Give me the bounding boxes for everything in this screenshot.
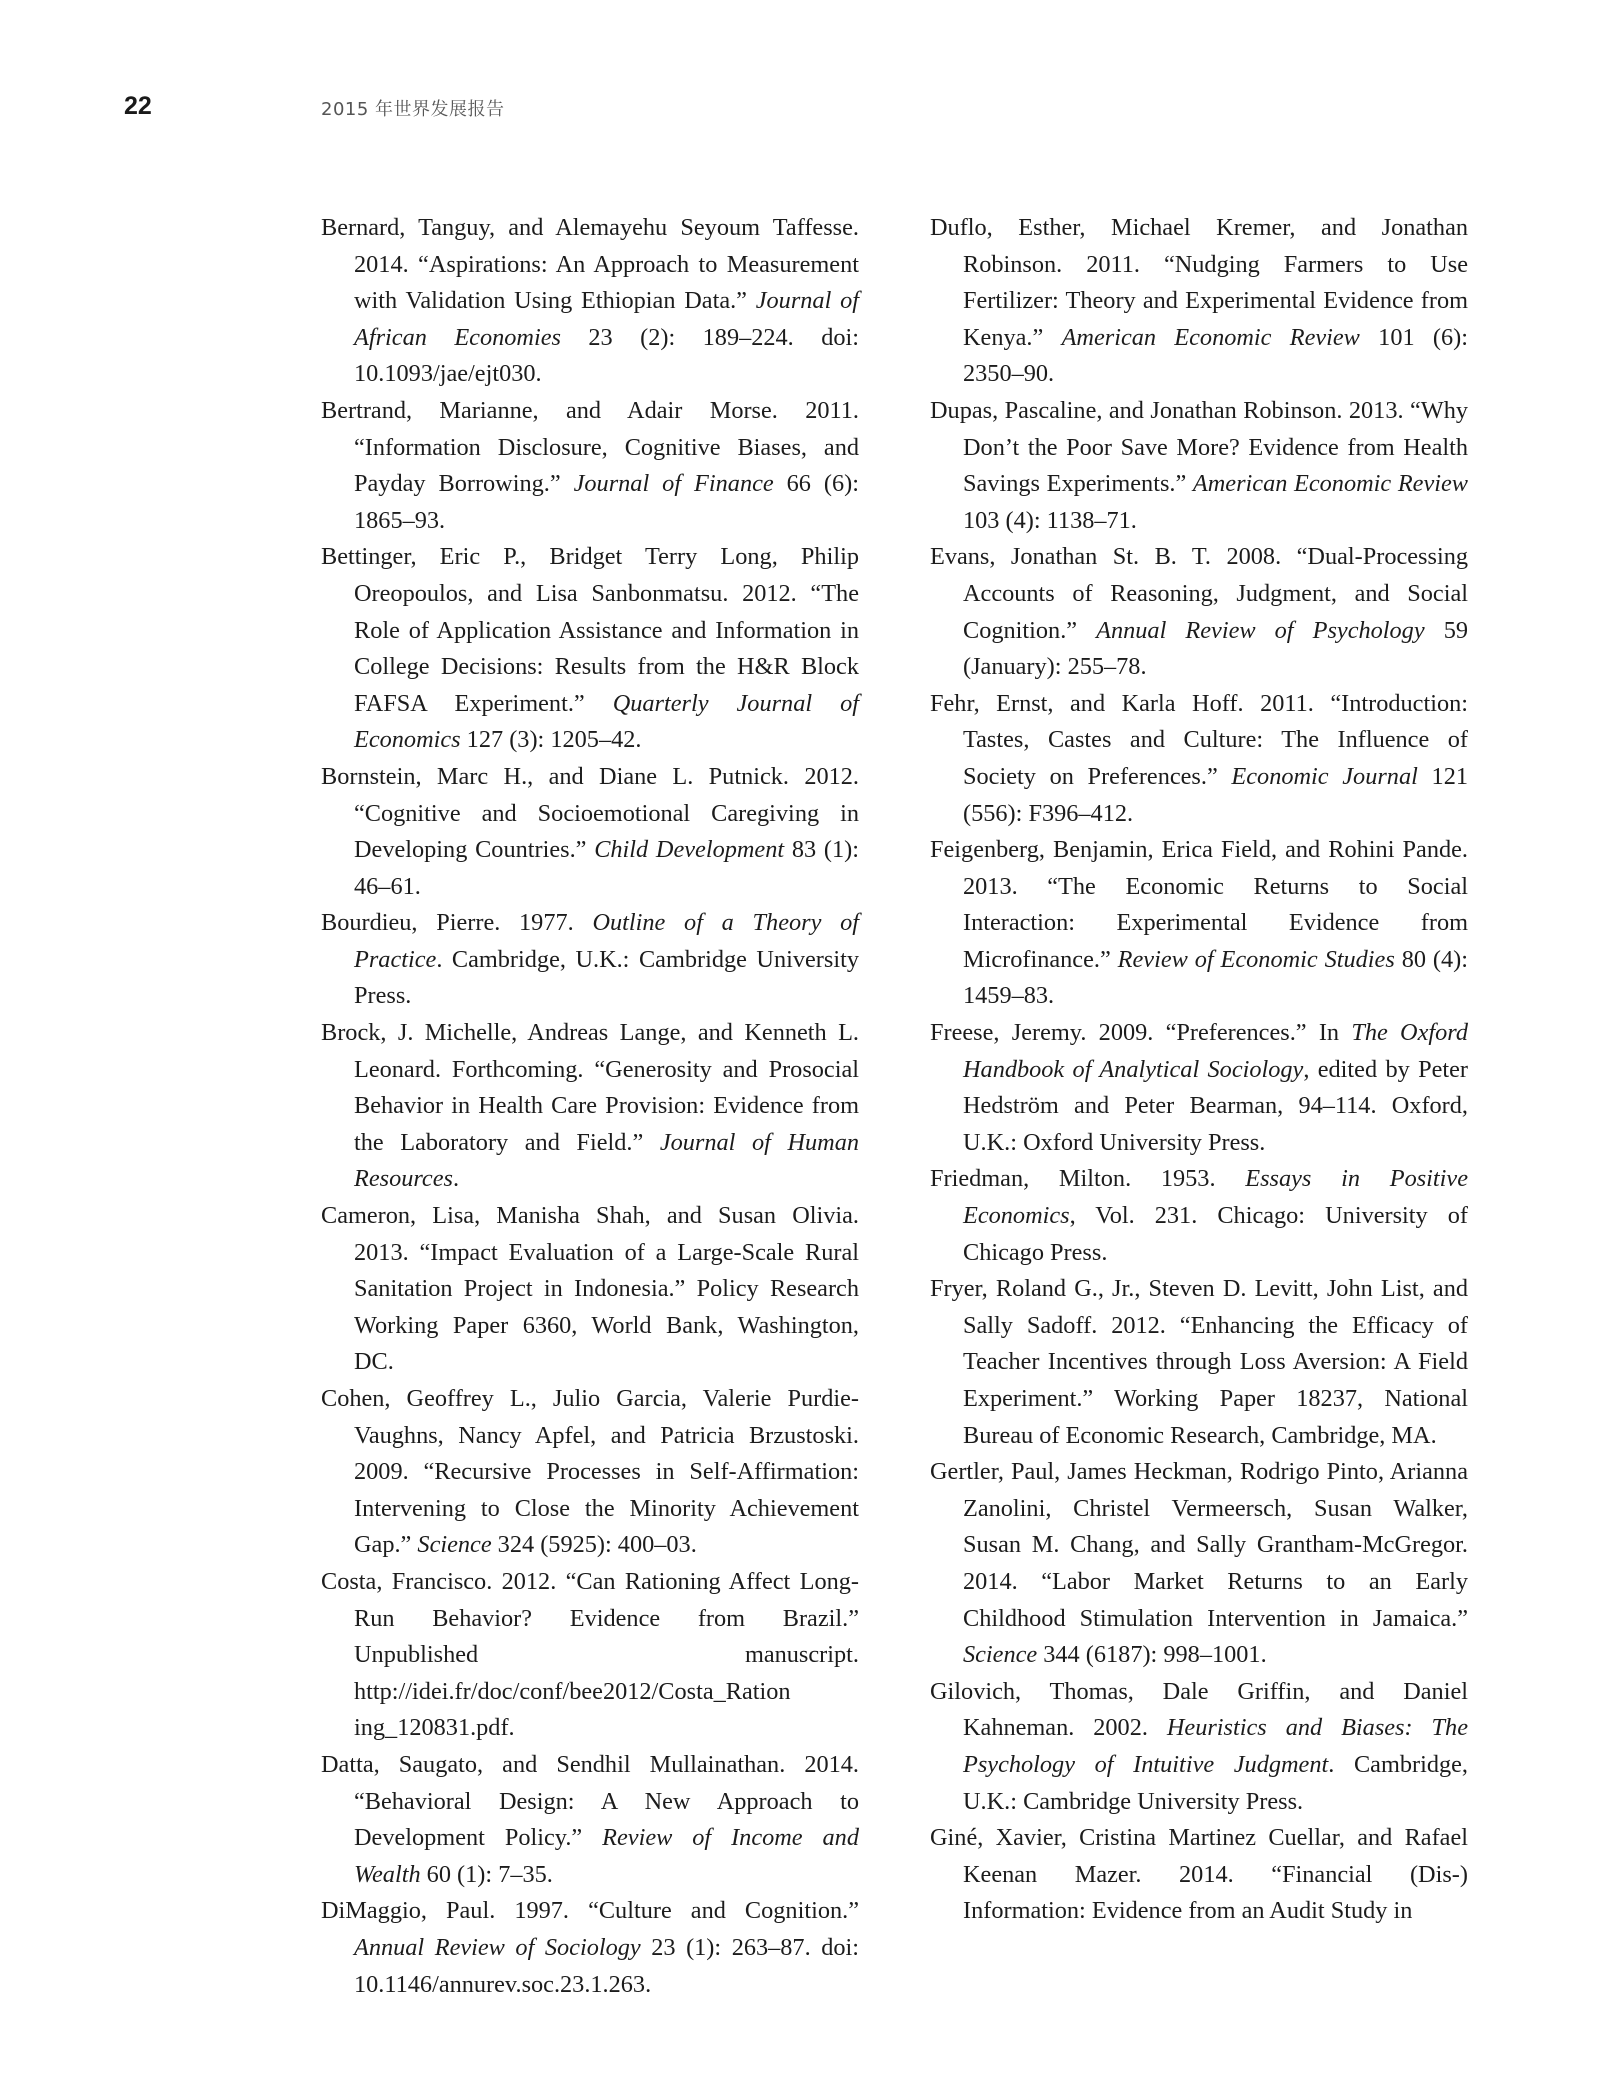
reference-entry: Fryer, Roland G., Jr., Steven D. Levitt, John List, and Sally Sadoff. 2012. “Enhancing the Efficacy of Teacher Incentives through Loss Aversion: A Field Experiment.” Working Paper 18237, National Bureau of Economic Research, Cambridge, MA.	[930, 1275, 1468, 1449]
page-number: 22	[124, 92, 152, 120]
reference-entry: Duflo, Esther, Michael Kremer, and Jonathan Robinson. 2011. “Nudging Farmers to Use Fertilizer: Theory and Experimental Evidence from Kenya.” American Economic Review 101 (6): 2350–90.	[930, 214, 1468, 388]
reference-entry: Bourdieu, Pierre. 1977. Outline of a Theory of Practice. Cambridge, U.K.: Cambridge University Press.	[321, 909, 859, 1010]
reference-entry: Datta, Saugato, and Sendhil Mullainathan. 2014. “Behavioral Design: A New Approach to Development Policy.” Review of Income and Wealth 60 (1): 7–35.	[321, 1750, 859, 1888]
references-left-column	[321, 210, 859, 2003]
reference-entry: Costa, Francisco. 2012. “Can Rationing Affect Long-Run Behavior? Evidence from Brazil.” Unpublished manuscript. http://idei.fr/doc/conf/bee2012/Costa_Ration ing_120831.pdf.	[321, 1567, 859, 1742]
reference-entry: Gilovich, Thomas, Dale Griffin, and Daniel Kahneman. 2002. Heuristics and Biases: The Psychology of Intuitive Judgment. Cambridge, U.K.: Cambridge University Press.	[930, 1677, 1468, 1815]
reference-entry: Friedman, Milton. 1953. Essays in Positive Economics, Vol. 231. Chicago: University of Chicago Press.	[930, 1165, 1468, 1266]
reference-entry: Bornstein, Marc H., and Diane L. Putnick. 2012. “Cognitive and Socioemotional Caregiving in Developing Countries.” Child Development 83 (1): 46–61.	[321, 762, 859, 900]
reference-entry: Evans, Jonathan St. B. T. 2008. “Dual-Processing Accounts of Reasoning, Judgment, and Social Cognition.” Annual Review of Psychology 59 (January): 255–78.	[930, 543, 1469, 681]
reference-entry: Cameron, Lisa, Manisha Shah, and Susan Olivia. 2013. “Impact Evaluation of a Large-Scale Rural Sanitation Project in Indonesia.” Policy Research Working Paper 6360, World Bank, Washington, DC.	[321, 1202, 859, 1376]
reference-entry: Dupas, Pascaline, and Jonathan Robinson. 2013. “Why Don’t the Poor Save More? Evidence from Health Savings Experiments.” American Economic Review 103 (4): 1138–71.	[930, 396, 1468, 534]
reference-entry: DiMaggio, Paul. 1997. “Culture and Cognition.” Annual Review of Sociology 23 (1): 263–87. doi: 10.1146/annurev.soc.23.1.263.	[321, 1897, 859, 1998]
page-header	[0, 92, 1600, 132]
reference-entry: Giné, Xavier, Cristina Martinez Cuellar, and Rafael Keenan Mazer. 2014. “Financial (Dis-) Information: Evidence from an Audit Study in	[930, 1824, 1468, 1925]
reference-entry: Cohen, Geoffrey L., Julio Garcia, Valerie Purdie-Vaughns, Nancy Apfel, and Patricia Brzustoski. 2009. “Recursive Processes in Self-Affirmation: Intervening to Close the Minority Achievement Gap.” Science 324 (5925): 400–03.	[321, 1385, 859, 1559]
reference-entry: Gertler, Paul, James Heckman, Rodrigo Pinto, Arianna Zanolini, Christel Vermeersch, Susan Walker, Susan M. Chang, and Sally Grantham-McGregor. 2014. “Labor Market Returns to an Early Childhood Stimulation Intervention in Jamaica.” Science 344 (6187): 998–1001.	[930, 1458, 1468, 1669]
reference-entry: Bernard, Tanguy, and Alemayehu Seyoum Taffesse. 2014. “Aspirations: An Approach to Measurement with Validation Using Ethiopian Data.” Journal of African Economies 23 (2): 189–224. doi: 10.1093/jae/ejt030.	[321, 214, 859, 388]
reference-entry: Bertrand, Marianne, and Adair Morse. 2011. “Information Disclosure, Cognitive Biases, and Payday Borrowing.” Journal of Finance 66 (6): 1865–93.	[321, 396, 860, 534]
reference-entry: Brock, J. Michelle, Andreas Lange, and Kenneth L. Leonard. Forthcoming. “Generosity and Prosocial Behavior in Health Care Provision: Evidence from the Laboratory and Field.” Journal of Human Resources.	[321, 1019, 859, 1193]
reference-entry: Freese, Jeremy. 2009. “Preferences.” In The Oxford Handbook of Analytical Sociology, edited by Peter Hedström and Peter Bearman, 94–114. Oxford, U.K.: Oxford University Press.	[930, 1019, 1468, 1156]
running-title: 2015 年世界发展报告	[321, 99, 505, 120]
reference-entry: Bettinger, Eric P., Bridget Terry Long, Philip Oreopoulos, and Lisa Sanbonmatsu. 2012. “The Role of Application Assistance and Information in College Decisions: Results from the H&R Block FAFSA Experiment.” Quarterly Journal of Economics 127 (3): 1205–42.	[321, 543, 859, 754]
reference-entry: Feigenberg, Benjamin, Erica Field, and Rohini Pande. 2013. “The Economic Returns to Social Interaction: Experimental Evidence from Microfinance.” Review of Economic Studies 80 (4): 1459–83.	[930, 836, 1469, 1010]
reference-entry: Fehr, Ernst, and Karla Hoff. 2011. “Introduction: Tastes, Castes and Culture: The Influence of Society on Preferences.” Economic Journal 121 (556): F396–412.	[930, 689, 1468, 827]
references-right-column	[930, 210, 1468, 1930]
